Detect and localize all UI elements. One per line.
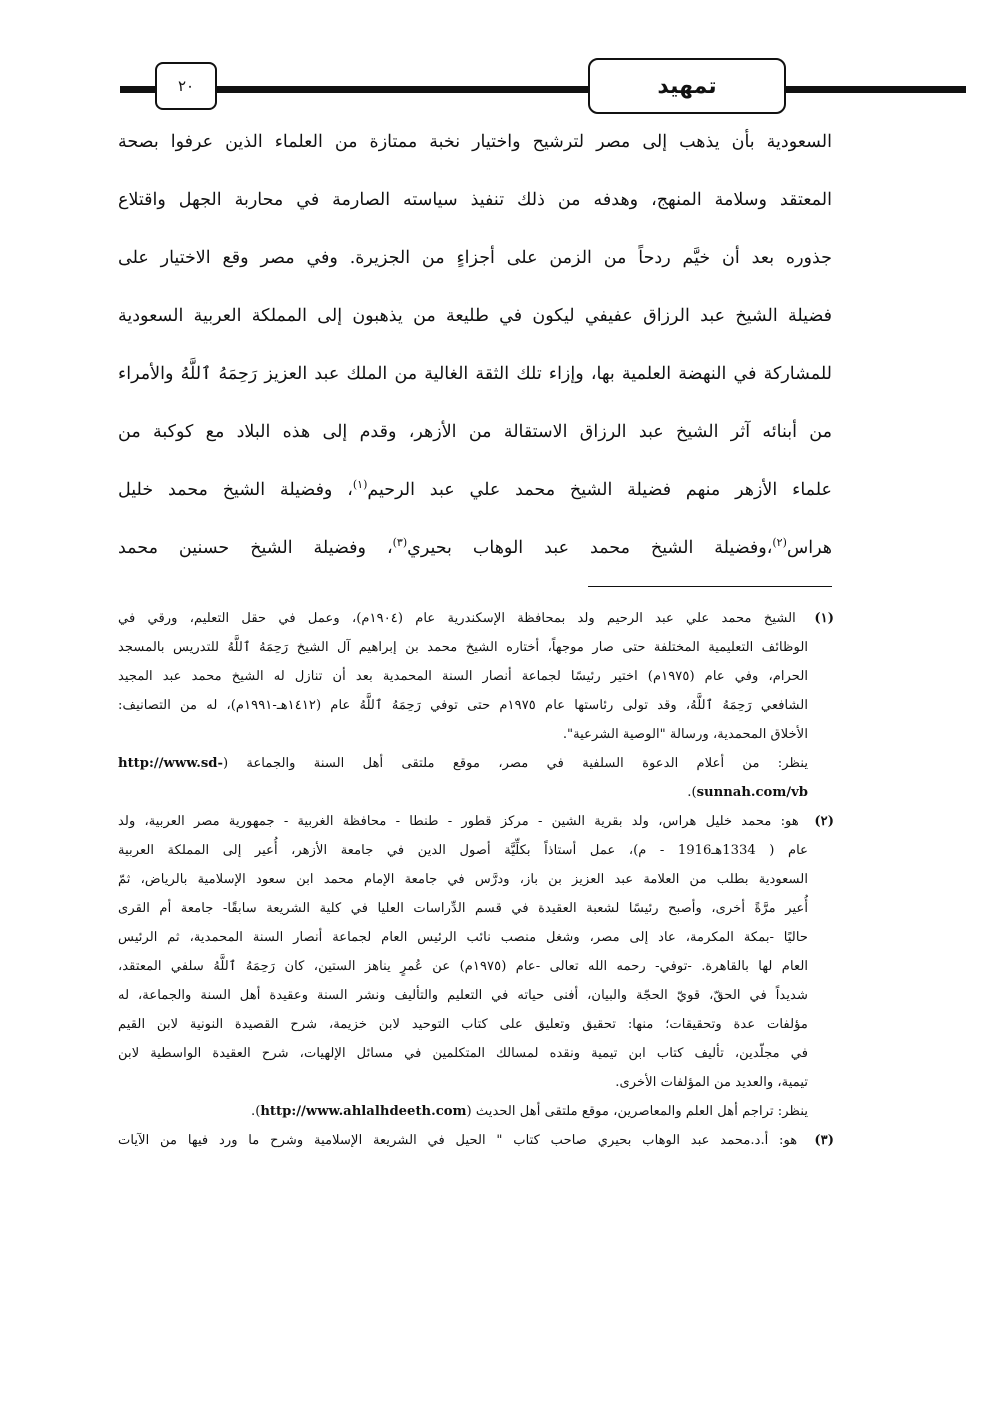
footnote-2-line: تيمية، والعديد من المؤلفات الأخرى. xyxy=(615,1075,808,1090)
text-line xyxy=(118,522,832,580)
text-segment: علماء الأزهر منهم فضيلة الشيخ محمد علي عبد الرحيم xyxy=(367,480,832,500)
main-text xyxy=(118,116,832,580)
footnotes xyxy=(118,604,834,1155)
text-segment: ، وفضيلة الشيخ حسنين محمد xyxy=(118,538,393,558)
footnote-1-line xyxy=(118,604,834,633)
footnote-2-line: مؤلفات عدة وتحقيقات؛ منها: تحقيق وتعليق على كتاب التوحيد لابن خزيمة، شرح القصيدة النونية لابن القيم xyxy=(118,1017,808,1032)
text-segment: ، وفضيلة الشيخ محمد خليل xyxy=(118,480,353,500)
footnote-1-line: الأخلاق المحمدية، ورسالة "الوصية الشرعية". xyxy=(562,727,808,742)
page-number: ٢٠ xyxy=(155,62,217,110)
source-link[interactable]: http://www.sd- xyxy=(118,756,223,771)
footnote-1-source xyxy=(118,749,834,778)
footnote-2-line: في مجلّدين، تأليف كتاب ابن تيمية ونقده لمسالك المتكلمين في مسائل الإلهيات، شرح العقيدة الواسطية لابن xyxy=(118,1046,808,1061)
footnote-ref-3[interactable]: (٣) xyxy=(392,536,408,550)
footnote-3-line xyxy=(118,1126,834,1155)
text-line xyxy=(118,464,832,522)
footnote-1-line: الوظائف التعليمية المختلفة حتى صار موجهاً، أختاره الشيخ محمد بن إبراهيم آل الشيخ رَحِمَهُ ٱللَّهُ للتدريس بالمسجد xyxy=(118,640,808,655)
footnote-2-line: أُعير مرَّةً أخرى، وأصبح رئيسًا لشعبة العقيدة في قسم الدِّراسات العليا في كلية الشريعة سابقًا- جامعة أم القرى xyxy=(118,901,808,916)
footnote-1-source-cont xyxy=(118,778,834,807)
source-close: ). xyxy=(687,785,697,800)
chapter-title: تمهيد xyxy=(588,58,786,114)
text-line: من أبنائه آثر الشيخ عبد الرزاق الاستقالة من الأزهر، وقدم إلى هذه البلاد مع كوكبة من xyxy=(118,422,832,442)
footnote-2-line: العام لها بالقاهرة. -توفي- رحمه الله تعالى -عام (١٩٧٥م) عن عُمرٍ يناهز الستين، كان رَحِمَهُ ٱللَّهُ سلفي المعتقد، xyxy=(118,959,809,974)
source-text: ينظر: تراجم أهل العلم والمعاصرين، موقع ملتقى أهل الحديث ( xyxy=(466,1104,808,1119)
text-line: للمشاركة في النهضة العلمية بها، وإزاء تلك الثقة الغالية من الملك عبد العزيز رَحِمَهُ ٱللَّهُ والأمراء xyxy=(118,364,832,384)
footnote-1-line: الحرام، وفي عام (١٩٧٥م) اختير رئيسًا لجماعة أنصار السنة المحمدية بعد أن تنازل له الشيخ محمد عبد المجيد xyxy=(118,669,808,684)
text-line: جذوره بعد أن خيَّم ردحاً من الزمن على أجزاءٍ من الجزيرة. وفي مصر وقع الاختيار على xyxy=(118,248,832,268)
footnote-text: هو: محمد خليل هراس، ولد بقرية الشين - مركز قطور - طنطا - محافظة الغربية - جمهورية مصر العربية، ولد xyxy=(118,814,799,829)
footnote-2-line xyxy=(118,807,834,836)
footnote-number: (٣) xyxy=(814,1133,834,1148)
header-rule xyxy=(120,86,966,93)
source-link[interactable]: http://www.ahlalhdeeth.com xyxy=(260,1104,467,1119)
footnote-ref-1[interactable]: (١) xyxy=(352,478,368,492)
source-link[interactable]: sunnah.com/vb xyxy=(696,785,808,800)
source-text: ينظر: من أعلام الدعوة السلفية في مصر، موقع ملتقى أهل السنة والجماعة ( xyxy=(222,756,808,771)
footnote-text: هو: أ.د.محمد عبد الوهاب بحيري صاحب كتاب " الحيل في الشريعة الإسلامية وشرح ما ورد فيها من الآيات xyxy=(118,1133,798,1148)
footnote-text: الشيخ محمد علي عبد الرحيم ولد بمحافظة الإسكندرية عام (١٩٠٤م)، وعمل في حقل التعليم، ورقي في xyxy=(118,611,796,626)
source-close: ). xyxy=(251,1104,261,1119)
text-segment: ،وفضيلة الشيخ محمد عبد الوهاب بحيري xyxy=(407,538,773,558)
text-line: السعودية بأن يذهب إلى مصر لترشيح واختيار نخبة ممتازة من العلماء الذين عرفوا بصحة xyxy=(118,132,832,152)
footnote-2-line: عام ( 1334هـ1916 - م)، عمل أستاذاً بكلِّيَّة أصول الدين في جامعة الأزهر، أُعير إلى المملكة العربية xyxy=(118,843,808,858)
text-line: فضيلة الشيخ عبد الرزاق عفيفي ليكون في طليعة من يذهبون إلى المملكة العربية السعودية xyxy=(118,306,832,326)
footnote-ref-2[interactable]: (٢) xyxy=(772,536,787,550)
footnote-separator xyxy=(588,586,832,587)
footnote-2-line: السعودية بطلب من العلامة عبد العزيز بن باز، ودرَّس في جامعة الإمام محمد ابن سعود الإسلامية بالرياض، ثمّ xyxy=(118,872,808,887)
footnote-2-line: حاليًا -بمكة المكرمة، عاد إلى مصر، وشغل منصب نائب الرئيس العام لجماعة أنصار السنة المحمدية، ثم الرئيس xyxy=(118,930,808,945)
footnote-number: (١) xyxy=(814,611,834,626)
footnote-1-line: الشافعي رَحِمَهُ ٱللَّهُ، وقد تولى رئاستها عام ١٩٧٥م حتى توفي رَحِمَهُ ٱللَّهُ عام (١٤١٢هـ-١٩٩١م)، له من التصانيف: xyxy=(118,698,808,713)
text-line: المعتقد وسلامة المنهج، وهدفه من ذلك تنفيذ سياسته الصارمة في محاربة الجهل واقتلاع xyxy=(118,190,832,210)
footnote-2-source xyxy=(118,1097,834,1126)
text-segment: هراس xyxy=(786,538,832,558)
footnote-2-line: شديداً في الحقّ، قويّ الحجّة والبيان، أفنى حياته في التعليم والتأليف ونشر السنة وعقيدة أهل السنة والجماعة، له xyxy=(118,988,808,1003)
footnote-number: (٢) xyxy=(814,814,834,829)
